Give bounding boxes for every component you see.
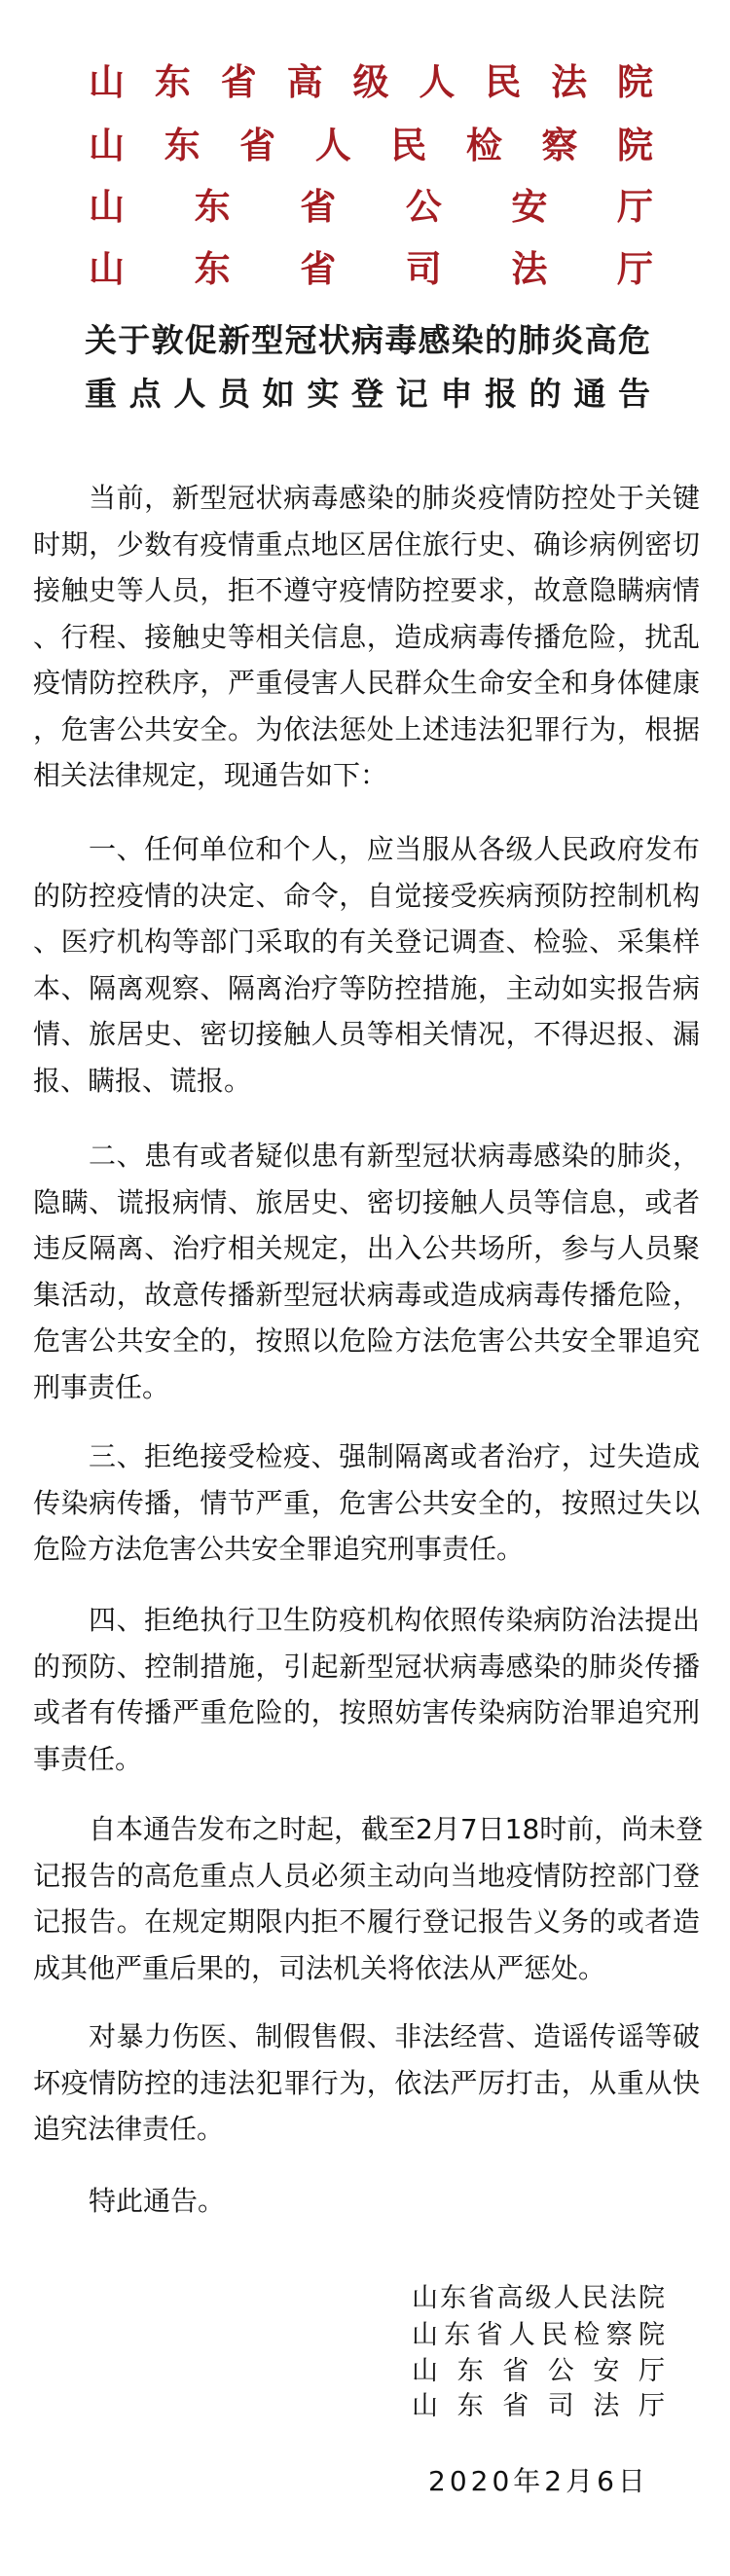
paragraph-line: 坏疫情防控的违法犯罪行为，依法严厉打击，从重从快 [33, 2066, 700, 2099]
paragraph-line: 危害公共安全的，按照以危险方法危害公共安全罪追究 [33, 1324, 700, 1358]
paragraph-line: 二、患有或者疑似患有新型冠状病毒感染的肺炎， [89, 1140, 700, 1173]
paragraph-line: 隐瞒、谎报病情、旅居史、密切接触人员等信息，或者 [33, 1185, 700, 1218]
title-line-2: 重点人员如实登记申报的通告 [85, 375, 650, 413]
paragraph-crackdown [33, 2014, 700, 2153]
signature-procuratorate: 山东省人民检察院 [412, 2320, 665, 2350]
paragraph-line: 刑事责任。 [33, 1370, 170, 1403]
paragraph-line: 、行程、接触史等相关信息，造成病毒传播危险，扰乱 [33, 620, 700, 653]
title-line-1: 关于敦促新型冠状病毒感染的肺炎高危 [85, 321, 650, 359]
paragraph-closing [33, 2178, 700, 2225]
header-issuer-court: 山东省高级人民法院 [89, 61, 653, 103]
signature-public-security: 山东省公安厅 [412, 2356, 665, 2386]
paragraph-line: 三、拒绝接受检疫、强制隔离或者治疗，过失造成 [89, 1440, 700, 1473]
paragraph-item-2 [33, 1133, 700, 1410]
paragraph-line: 当前，新型冠状病毒感染的肺炎疫情防控处于关键 [89, 482, 700, 515]
signature-court: 山东省高级人民法院 [412, 2283, 665, 2313]
paragraph-line: 特此通告。 [89, 2185, 226, 2218]
paragraph-line: 集活动，故意传播新型冠状病毒或造成病毒传播危险， [33, 1278, 700, 1311]
header-issuer-procuratorate: 山东省人民检察院 [89, 125, 653, 166]
paragraph-line: 或者有传播严重危险的，按照妨害传染病防治罪追究刑 [33, 1696, 700, 1729]
paragraph-line: 自本通告发布之时起，截至2月7日18时前，尚未登 [89, 1813, 704, 1846]
signature-justice: 山东省司法厅 [412, 2391, 665, 2421]
paragraph-line: 违反隔离、治疗相关规定，出入公共场所，参与人员聚 [33, 1232, 700, 1265]
paragraph-line: 四、拒绝执行卫生防疫机构依照传染病防治法提出 [89, 1604, 700, 1637]
paragraph-line: 传染病传播，情节严重，危害公共安全的，按照过失以 [33, 1486, 700, 1519]
paragraph-line: 事责任。 [33, 1742, 143, 1775]
paragraph-line: 的预防、控制措施，引起新型冠状病毒感染的肺炎传播 [33, 1650, 700, 1683]
paragraph-deadline [33, 1806, 704, 1991]
paragraph-line: 记报告。在规定期限内拒不履行登记报告义务的或者造 [33, 1905, 700, 1939]
paragraph-item-4 [33, 1597, 700, 1782]
paragraph-line: ，危害公共安全。为依法惩处上述违法犯罪行为，根据 [33, 712, 700, 745]
paragraph-intro [33, 475, 700, 799]
paragraph-line: 接触史等人员，拒不遵守疫情防控要求，故意隐瞒病情 [33, 574, 700, 607]
paragraph-line: 的防控疫情的决定、命令，自觉接受疾病预防控制机构 [33, 879, 700, 912]
header-issuer-justice: 山东省司法厅 [89, 248, 653, 290]
paragraph-item-1 [33, 826, 700, 1104]
paragraph-line: 记报告的高危重点人员必须主动向当地疫情防控部门登 [33, 1859, 700, 1892]
paragraph-item-3 [33, 1433, 700, 1573]
paragraph-line: 情、旅居史、密切接触人员等相关情况，不得迟报、漏 [33, 1018, 700, 1051]
paragraph-line: 危险方法危害公共安全罪追究刑事责任。 [33, 1533, 525, 1566]
paragraph-line: 一、任何单位和个人，应当服从各级人民政府发布 [89, 833, 700, 866]
issue-date: 2020年2月6日 [428, 2465, 649, 2497]
paragraph-line: 报、瞒报、谎报。 [33, 1064, 252, 1097]
paragraph-line: 对暴力伤医、制假售假、非法经营、造谣传谣等破 [89, 2020, 700, 2053]
paragraph-line: 相关法律规定，现通告如下： [33, 759, 388, 792]
paragraph-line: 时期，少数有疫情重点地区居住旅行史、确诊病例密切 [33, 527, 700, 561]
paragraph-line: 、医疗机构等部门采取的有关登记调查、检验、采集样 [33, 925, 700, 959]
paragraph-line: 疫情防控秩序，严重侵害人民群众生命安全和身体健康 [33, 667, 700, 700]
paragraph-line: 成其他严重后果的，司法机关将依法从严惩处。 [33, 1951, 606, 1984]
paragraph-line: 追究法律责任。 [33, 2113, 225, 2146]
paragraph-line: 本、隔离观察、隔离治疗等防控措施，主动如实报告病 [33, 971, 700, 1004]
header-issuer-public-security: 山东省公安厅 [89, 186, 653, 228]
